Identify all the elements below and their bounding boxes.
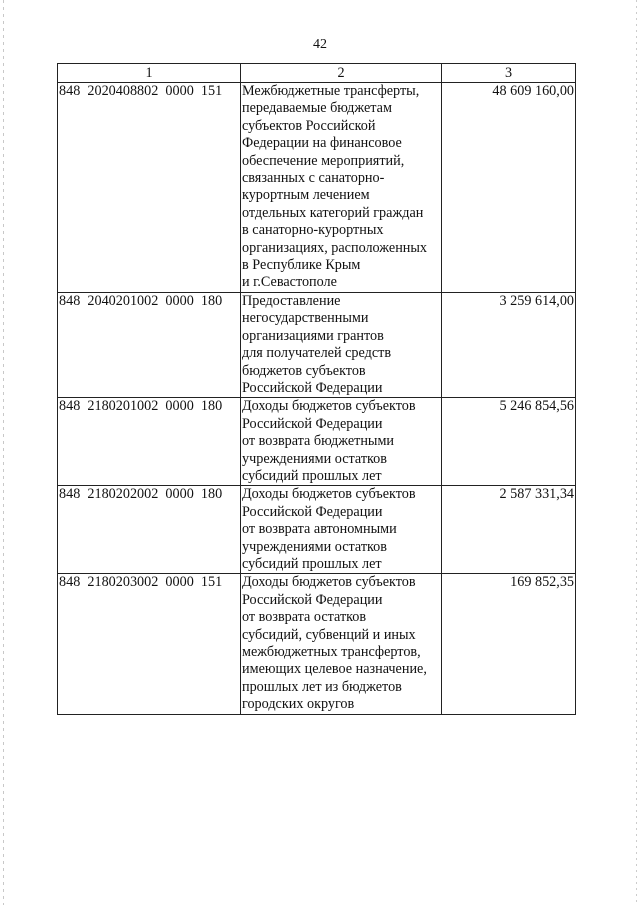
column-header-1: 1 xyxy=(58,64,241,83)
column-header-2: 2 xyxy=(241,64,442,83)
table-row xyxy=(58,83,576,293)
table-row xyxy=(58,398,576,486)
scan-edge-right xyxy=(636,0,637,905)
amount: 3 259 614,00 xyxy=(442,292,576,397)
table-row xyxy=(58,574,576,714)
revenue-description: Доходы бюджетов субъектов Российской Федерации от возврата автономными учреждениями остатков субсидий прошлых лет xyxy=(241,486,442,574)
amount: 2 587 331,34 xyxy=(442,486,576,574)
budget-code: 848 2040201002 0000 180 xyxy=(58,292,241,397)
column-header-3: 3 xyxy=(442,64,576,83)
scan-edge-left xyxy=(3,0,4,905)
revenue-description: Предоставление негосударственными организациями грантов для получателей средств бюджетов субъектов Российской Федерации xyxy=(241,292,442,397)
page-number: 42 xyxy=(313,37,327,52)
amount: 169 852,35 xyxy=(442,574,576,714)
budget-code: 848 2180201002 0000 180 xyxy=(58,398,241,486)
table-row xyxy=(58,486,576,574)
revenue-description: Доходы бюджетов субъектов Российской Федерации от возврата остатков субсидий, субвенций и иных межбюджетных трансфертов, имеющих целевое назначение, прошлых лет из бюджетов городских округов xyxy=(241,574,442,714)
revenue-description: Межбюджетные трансферты, передаваемые бюджетам субъектов Российской Федерации на финансовое обеспечение мероприятий, связанных с санаторно- курортным лечением отдельных категорий граждан в санаторно-курортных организациях, расположенных в Республике Крым и г.Севастополе xyxy=(241,83,442,293)
amount: 5 246 854,56 xyxy=(442,398,576,486)
budget-code: 848 2020408802 0000 151 xyxy=(58,83,241,293)
revenue-description: Доходы бюджетов субъектов Российской Федерации от возврата бюджетными учреждениями остатков субсидий прошлых лет xyxy=(241,398,442,486)
table-row xyxy=(58,292,576,397)
budget-code: 848 2180203002 0000 151 xyxy=(58,574,241,714)
table-header-row xyxy=(58,64,576,83)
budget-table xyxy=(57,63,576,715)
budget-code: 848 2180202002 0000 180 xyxy=(58,486,241,574)
amount: 48 609 160,00 xyxy=(442,83,576,293)
